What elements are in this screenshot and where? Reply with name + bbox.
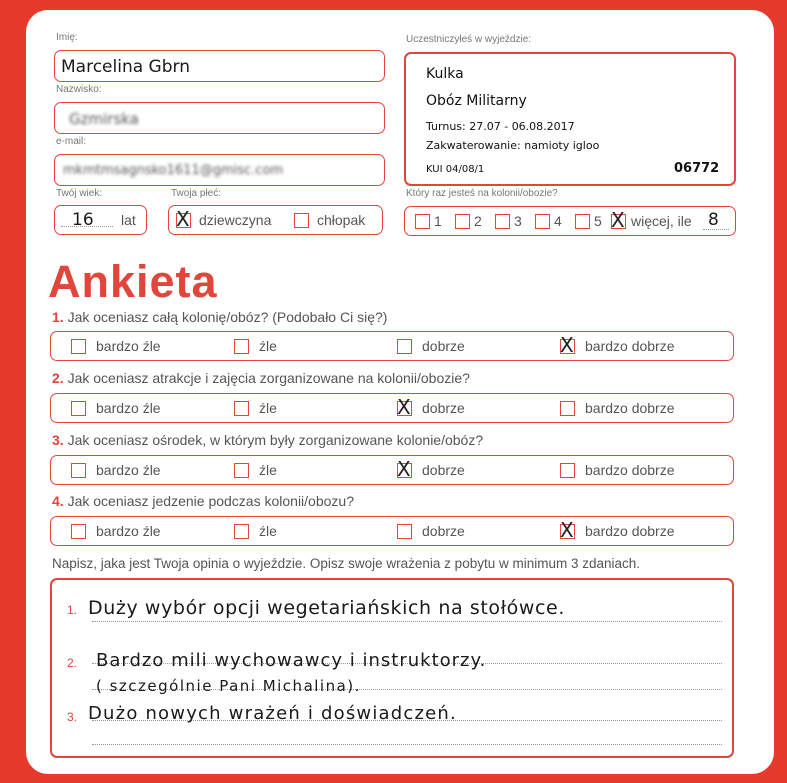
q4-bad-checkbox[interactable] bbox=[234, 524, 249, 539]
visits-field bbox=[404, 206, 736, 236]
q2-very-bad-checkbox[interactable] bbox=[71, 401, 86, 416]
gender-girl-mark: X bbox=[176, 207, 190, 231]
visits-5-checkbox[interactable] bbox=[575, 214, 590, 229]
tour-name: Kulka bbox=[426, 66, 464, 82]
question-1-number: 1. bbox=[52, 309, 64, 325]
visits-more-checkbox[interactable] bbox=[611, 208, 626, 232]
gender-girl-checkbox[interactable] bbox=[176, 207, 191, 231]
tour-turnus-value: 27.07 - 06.08.2017 bbox=[469, 120, 575, 133]
question-4-answers bbox=[50, 516, 734, 546]
q1-very-good-label: bardzo dobrze bbox=[585, 338, 675, 354]
opinion-2-text-line-2: ( szczególnie Pani Michalina). bbox=[96, 677, 361, 695]
visits-count-value: 8 bbox=[708, 210, 719, 230]
opinion-3-number: 3. bbox=[67, 710, 78, 724]
visits-3-checkbox[interactable] bbox=[495, 214, 510, 229]
email-field[interactable] bbox=[54, 154, 385, 186]
q2-bad-label: źle bbox=[259, 400, 277, 416]
tour-info-box bbox=[404, 52, 736, 186]
name-label: Imię: bbox=[56, 32, 78, 43]
visits-3-label: 3 bbox=[514, 213, 522, 229]
q2-very-bad-label: bardzo źle bbox=[96, 400, 161, 416]
tour-turnus bbox=[426, 120, 575, 133]
surname-label: Nazwisko: bbox=[56, 84, 102, 95]
survey-card bbox=[26, 10, 774, 774]
question-4-number: 4. bbox=[52, 493, 64, 509]
name-field[interactable] bbox=[54, 50, 385, 82]
q4-bad-label: źle bbox=[259, 523, 277, 539]
gender-girl-label: dziewczyna bbox=[199, 212, 272, 228]
q4-very-good-mark: X bbox=[560, 518, 574, 542]
opinion-2-number: 2. bbox=[67, 656, 78, 670]
q2-very-good-label: bardzo dobrze bbox=[585, 400, 675, 416]
q1-bad-label: źle bbox=[259, 338, 277, 354]
q4-good-checkbox[interactable] bbox=[397, 524, 412, 539]
visits-2-checkbox[interactable] bbox=[455, 214, 470, 229]
email-value: mkmtmsagnsko1611@gmisc.com bbox=[63, 163, 284, 178]
q1-very-good-mark: X bbox=[560, 333, 574, 357]
q4-good-label: dobrze bbox=[422, 523, 465, 539]
visits-4-checkbox[interactable] bbox=[535, 214, 550, 229]
gender-boy-checkbox[interactable] bbox=[294, 213, 309, 228]
opinion-prompt: Napisz, jaka jest Twoja opinia o wyjeździe. Opisz swoje wrażenia z pobytu w minimum 3 zdaniach. bbox=[52, 556, 641, 571]
age-unit: lat bbox=[121, 212, 136, 228]
age-label: Twój wiek: bbox=[56, 188, 103, 199]
age-value: 16 bbox=[72, 210, 94, 230]
question-2-number: 2. bbox=[52, 370, 64, 386]
tour-accommodation bbox=[426, 139, 599, 152]
tour-number: 06772 bbox=[674, 161, 720, 176]
q1-very-good-checkbox[interactable] bbox=[560, 333, 575, 357]
gender-label: Twoja płeć: bbox=[171, 188, 222, 199]
question-3 bbox=[52, 432, 483, 448]
q2-good-checkbox[interactable] bbox=[397, 395, 412, 419]
q1-good-checkbox[interactable] bbox=[397, 339, 412, 354]
gender-boy-label: chłopak bbox=[317, 212, 366, 228]
visits-more-label: więcej, ile bbox=[631, 213, 692, 229]
q3-bad-label: źle bbox=[259, 462, 277, 478]
q2-bad-checkbox[interactable] bbox=[234, 401, 249, 416]
q4-very-good-label: bardzo dobrze bbox=[585, 523, 675, 539]
q3-very-bad-checkbox[interactable] bbox=[71, 463, 86, 478]
q3-good-mark: X bbox=[397, 457, 411, 481]
q2-good-mark: X bbox=[397, 395, 411, 419]
tour-camp: Obóz Militarny bbox=[426, 93, 527, 109]
q1-bad-checkbox[interactable] bbox=[234, 339, 249, 354]
q4-very-bad-label: bardzo źle bbox=[96, 523, 161, 539]
survey-heading: Ankieta bbox=[48, 256, 218, 307]
opinion-1-text: Duży wybór opcji wegetariańskich na stołówce. bbox=[88, 597, 565, 619]
question-2-text: Jak oceniasz atrakcje i zajęcia zorganizowane na kolonii/obozie? bbox=[67, 370, 470, 386]
question-2 bbox=[52, 370, 470, 386]
visits-more-mark: X bbox=[611, 208, 625, 232]
q4-very-good-checkbox[interactable] bbox=[560, 518, 575, 542]
q3-very-good-label: bardzo dobrze bbox=[585, 462, 675, 478]
question-4-text: Jak oceniasz jedzenie podczas kolonii/obozu? bbox=[67, 493, 354, 509]
opinion-line-1 bbox=[92, 621, 722, 622]
q3-very-bad-label: bardzo źle bbox=[96, 462, 161, 478]
q3-good-label: dobrze bbox=[422, 462, 465, 478]
q2-good-label: dobrze bbox=[422, 400, 465, 416]
gender-field bbox=[168, 205, 383, 235]
opinion-3-text: Dużo nowych wrażeń i doświadczeń. bbox=[88, 703, 457, 724]
visits-5-label: 5 bbox=[594, 213, 602, 229]
opinion-2-text-line-1: Bardzo mili wychowawcy i instruktorzy. bbox=[96, 650, 487, 671]
question-1 bbox=[52, 309, 387, 325]
q1-very-bad-label: bardzo źle bbox=[96, 338, 161, 354]
tour-code: KUI 04/08/1 bbox=[426, 164, 485, 175]
tour-turnus-label: Turnus: bbox=[426, 120, 466, 133]
question-3-number: 3. bbox=[52, 432, 64, 448]
visits-label: Który raz jesteś na kolonii/obozie? bbox=[406, 188, 558, 199]
question-3-text: Jak oceniasz ośrodek, w którym były zorganizowane kolonie/obóz? bbox=[67, 432, 484, 448]
q1-very-bad-checkbox[interactable] bbox=[71, 339, 86, 354]
q4-very-bad-checkbox[interactable] bbox=[71, 524, 86, 539]
visits-1-label: 1 bbox=[434, 213, 442, 229]
q3-very-good-checkbox[interactable] bbox=[560, 463, 575, 478]
opinion-1-number: 1. bbox=[67, 603, 78, 617]
tour-accommodation-value: namioty igloo bbox=[524, 139, 600, 152]
opinion-line-5 bbox=[92, 744, 722, 745]
q3-bad-checkbox[interactable] bbox=[234, 463, 249, 478]
email-label: e-mail: bbox=[56, 136, 87, 147]
visits-4-label: 4 bbox=[554, 213, 562, 229]
question-1-text: Jak oceniasz całą kolonię/obóz? (Podobało Ci się?) bbox=[67, 309, 388, 325]
q2-very-good-checkbox[interactable] bbox=[560, 401, 575, 416]
tour-label: Uczestniczyłeś w wyjeździe: bbox=[406, 34, 532, 45]
q3-good-checkbox[interactable] bbox=[397, 457, 412, 481]
question-1-answers bbox=[50, 331, 734, 361]
question-2-answers bbox=[50, 393, 734, 423]
age-field[interactable] bbox=[54, 205, 147, 235]
question-4 bbox=[52, 493, 354, 509]
name-value: Marcelina Gbrn bbox=[61, 57, 190, 77]
surname-field[interactable] bbox=[54, 102, 385, 134]
visits-2-label: 2 bbox=[474, 213, 482, 229]
tour-accommodation-label: Zakwaterowanie: bbox=[426, 139, 521, 152]
opinion-box[interactable] bbox=[50, 578, 734, 758]
question-3-answers bbox=[50, 455, 734, 485]
visits-1-checkbox[interactable] bbox=[415, 214, 430, 229]
surname-value: Gzmirska bbox=[69, 110, 139, 128]
q1-good-label: dobrze bbox=[422, 338, 465, 354]
